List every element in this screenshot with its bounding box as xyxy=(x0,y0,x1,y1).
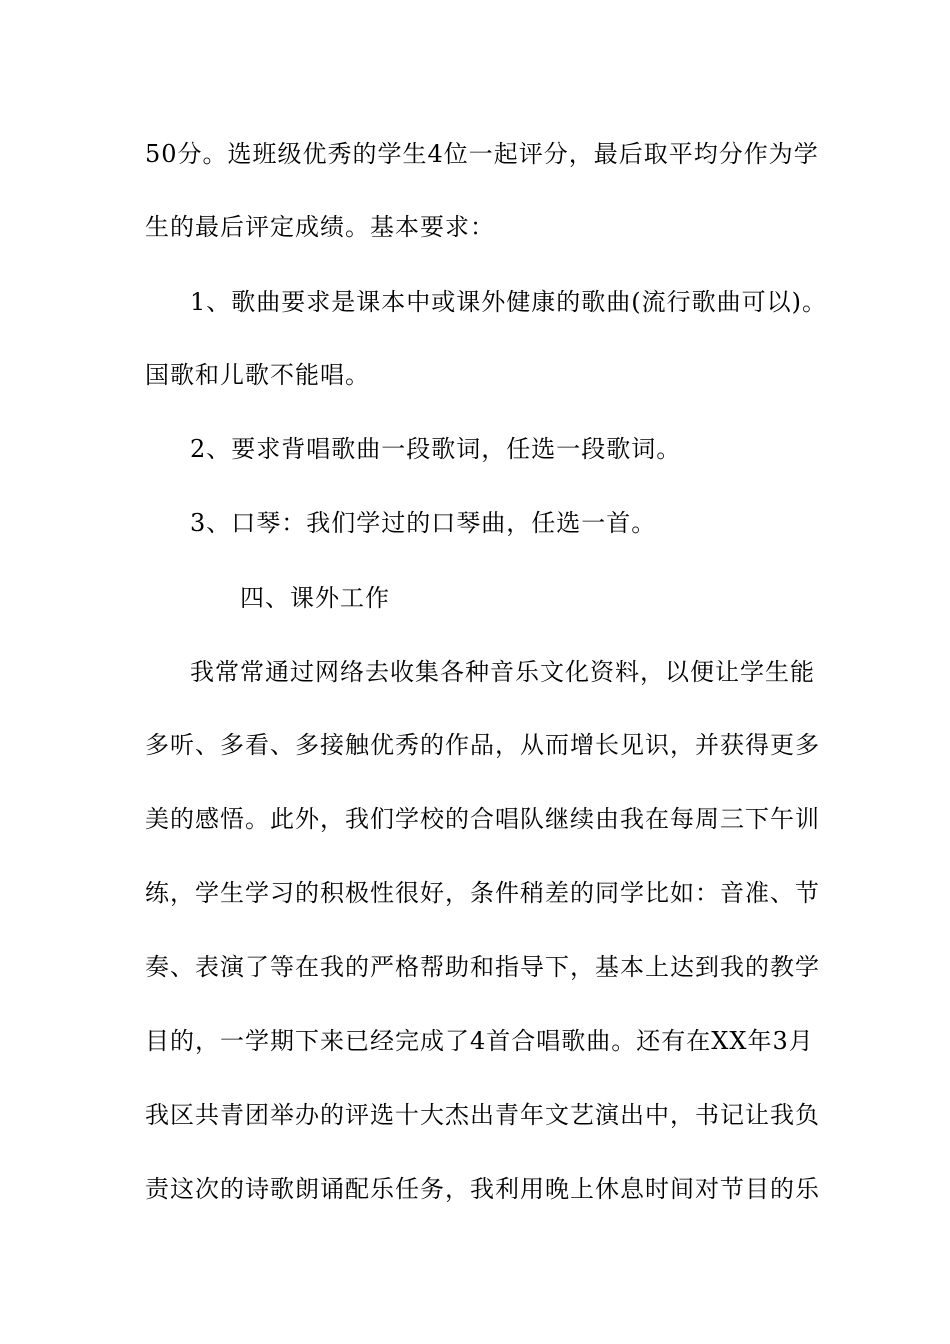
list-item: 3、口琴：我们学过的口琴曲，任选一首。 xyxy=(190,509,657,537)
text-line: 奏、表演了等在我的严格帮助和指导下，基本上达到我的教学 xyxy=(145,953,820,981)
text-line: 多听、多看、多接触优秀的作品，从而增长见识，并获得更多 xyxy=(145,731,820,759)
section-heading: 四、课外工作 xyxy=(240,584,390,612)
list-item: 2、要求背唱歌曲一段歌词，任选一段歌词。 xyxy=(190,435,682,463)
text-line: 目的，一学期下来已经完成了4首合唱歌曲。还有在XX年3月 xyxy=(145,1027,814,1055)
text-line: 50分。选班级优秀的学生4位一起评分，最后取平均分作为学 xyxy=(145,140,819,168)
text-line: 生的最后评定成绩。基本要求： xyxy=(145,213,495,241)
text-line: 练，学生学习的积极性很好，条件稍差的同学比如：音准、节 xyxy=(145,879,820,907)
text-line: 责这次的诗歌朗诵配乐任务，我利用晚上休息时间对节目的乐 xyxy=(145,1175,820,1203)
text-line: 美的感悟。此外，我们学校的合唱队继续由我在每周三下午训 xyxy=(145,805,820,833)
text-line: 我常常通过网络去收集各种音乐文化资料，以便让学生能 xyxy=(190,658,815,686)
text-line: 国歌和儿歌不能唱。 xyxy=(145,361,370,389)
text-line: 我区共青团举办的评选十大杰出青年文艺演出中，书记让我负 xyxy=(145,1101,820,1129)
list-item: 1、歌曲要求是课本中或课外健康的歌曲(流行歌曲可以)。 xyxy=(190,288,827,316)
